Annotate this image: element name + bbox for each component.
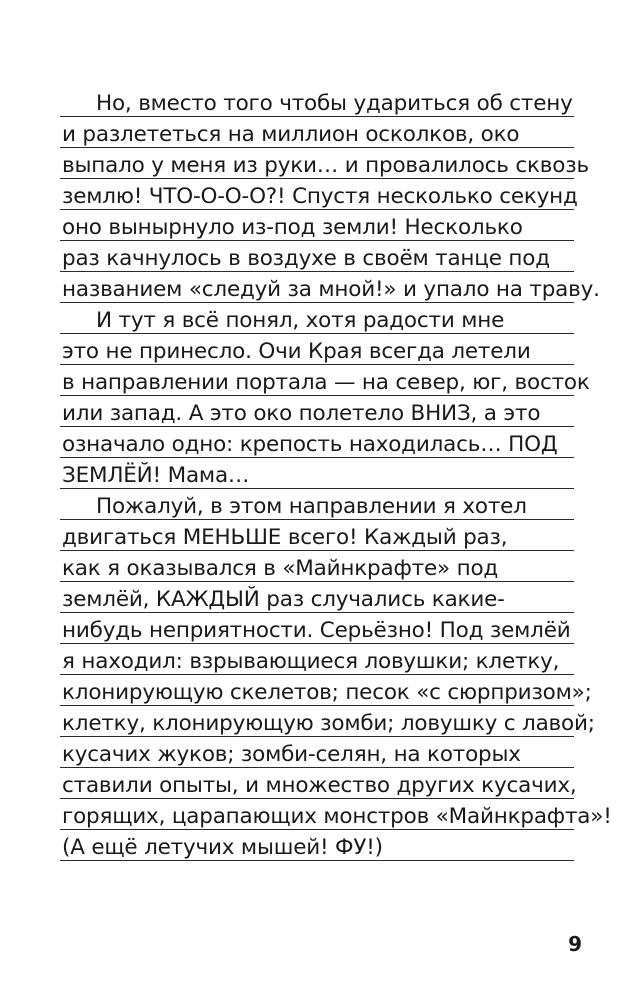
text-line: и разлететься на миллион осколков, око — [62, 122, 520, 147]
text-line: клетку, клонирующую зомби; ловушку с лавой; — [62, 711, 595, 736]
text-line: нибудь неприятности. Серьёзно! Под землёй — [62, 618, 571, 643]
page-number: 9 — [568, 932, 582, 956]
body-text — [62, 88, 612, 863]
text-line: Но, вместо того чтобы удариться об стену — [96, 91, 573, 116]
text-line: раз качнулось в воздухе в своём танце под — [62, 246, 550, 271]
text-line: означало одно: крепость находилась… ПОД — [62, 432, 558, 457]
text-line: (А ещё летучих мышей! ФУ!) — [62, 835, 383, 860]
text-line: я находил: взрывающиеся ловушки; клетку, — [62, 649, 560, 674]
text-line: это не принесло. Очи Края всегда летели — [62, 339, 531, 364]
text-line: двигаться МЕНЬШЕ всего! Каждый раз, — [62, 525, 508, 550]
text-line: выпало у меня из руки… и провалилось сквозь — [62, 153, 589, 178]
text-line: названием «следуй за мной!» и упало на траву. — [62, 277, 600, 302]
text-line: ЗЕМЛЁЙ! Мама… — [62, 463, 250, 488]
text-line: или запад. А это око полетело ВНИЗ, а это — [62, 401, 541, 426]
text-line: Пожалуй, в этом направлении я хотел — [96, 494, 527, 519]
text-line: И тут я всё понял, хотя радости мне — [96, 308, 505, 333]
text-line: как я оказывался в «Майнкрафте» под — [62, 556, 499, 581]
text-line: оно вынырнуло из-под земли! Несколько — [62, 215, 523, 240]
text-line: ставили опыты, и множество других кусачих, — [62, 773, 577, 798]
text-line: в направлении портала — на север, юг, восток — [62, 370, 590, 395]
text-line: горящих, царапающих монстров «Майнкрафта»! — [62, 804, 612, 829]
text-line: кусачих жуков; зомби-селян, на которых — [62, 742, 521, 767]
text-line: землёй, КАЖДЫЙ раз случались какие- — [62, 587, 505, 612]
text-line: землю! ЧТО-О-О-О?! Спустя несколько секунд — [62, 184, 578, 209]
text-line: клонирующую скелетов; песок «с сюрпризом»; — [62, 680, 592, 705]
